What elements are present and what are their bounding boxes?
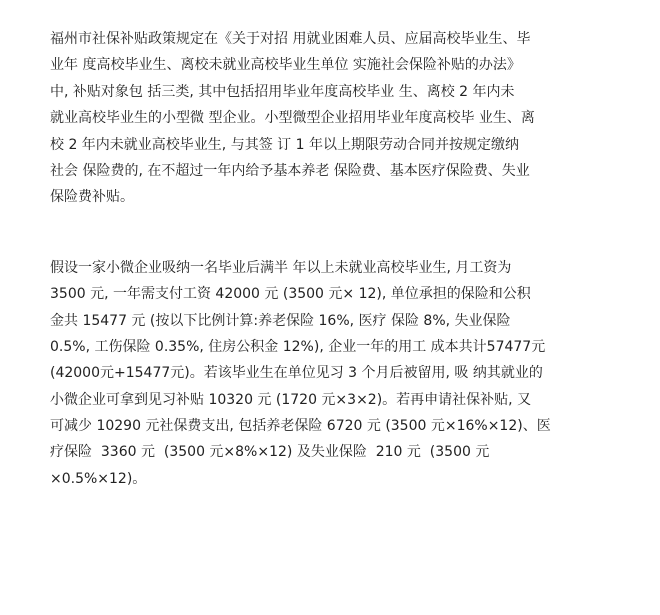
text-line: 0.5%, 工伤保险 0.35%, 住房公积金 12%), 企业一年的用工 成本共计57477元	[50, 338, 546, 355]
text-line: 假设一家小微企业吸纳一名毕业后满半 年以上未就业高校毕业生, 月工资为	[50, 259, 512, 276]
text-line: 可减少 10290 元社保费支出, 包括养老保险 6720 元 (3500 元×16%×12)、医	[50, 418, 551, 435]
text-line: 校 2 年内未就业高校毕业生, 与其签 订 1 年以上期限劳动合同并按规定缴纳	[50, 136, 519, 153]
text-line: 3500 元, 一年需支付工资 42000 元 (3500 元× 12), 单位承担的保险和公积	[50, 286, 531, 303]
text-line: 金共 15477 元 (按以下比例计算:养老保险 16%, 医疗 保险 8%, 失业保险	[50, 312, 511, 329]
text-line: 业年 度高校毕业生、离校未就业高校毕业生单位 实施社会保险补贴的办法》	[50, 57, 521, 74]
text-line: 就业高校毕业生的小型微 型企业。小型微型企业招用毕业年度高校毕 业生、离	[50, 110, 535, 127]
text-line: (42000元+15477元)。若该毕业生在单位见习 3 个月后被留用, 吸 纳其就业的	[50, 365, 543, 382]
text-line: 保险费补贴。	[50, 189, 134, 206]
text-line: 社会 保险费的, 在不超过一年内给予基本养老 保险费、基本医疗保险费、失业	[50, 162, 530, 179]
text-line: 福州市社保补贴政策规定在《关于对招 用就业困难人员、应届高校毕业生、毕	[50, 31, 531, 47]
text-line: 疗保险 3360 元 (3500 元×8%×12) 及失业保险 210 元 (3500 元	[50, 444, 490, 461]
paragraph-example-calculation	[50, 255, 630, 493]
text-line: 中, 补贴对象包 括三类, 其中包括招用毕业年度高校毕业 生、离校 2 年内未	[50, 83, 515, 100]
text-line: 小微企业可拿到见习补贴 10320 元 (1720 元×3×2)。若再申请社保补贴, 又	[50, 391, 532, 408]
document-body	[50, 26, 630, 492]
paragraph-spacer	[50, 211, 630, 255]
text-line: ×0.5%×12)。	[50, 470, 147, 487]
paragraph-subsidy-policy	[50, 26, 630, 211]
